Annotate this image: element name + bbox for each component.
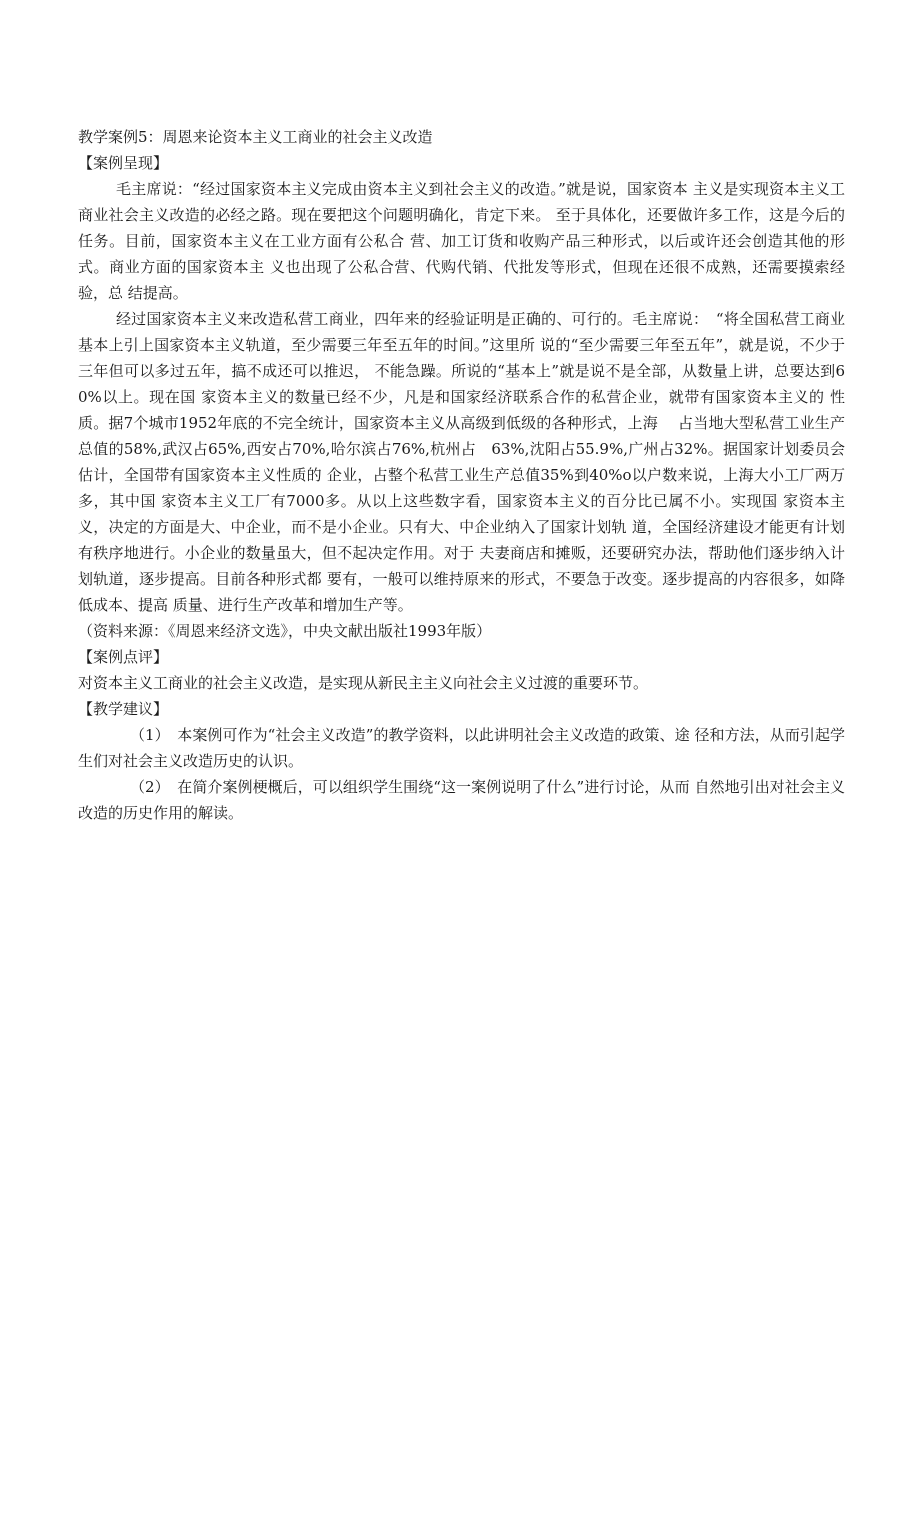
section-heading-comment: 【案例点评】 — [78, 648, 169, 666]
comment-text: 对资本主义工商业的社会主义改造，是实现从新民主主义向社会主义过渡的重要环节。 — [78, 674, 649, 692]
paragraph-mao-quote: 毛主席说：“经过国家资本主义完成由资本主义到社会主义的改造。”就是说，国家资本 主义是实现资本主义工商业社会主义改造的必经之路。现在要把这个问题明确化，肯定下来。 至于具体化，还要做许多工作，这是今后的任务。目前，国家资本主义在工业方面有公私合 营、加工订货和收购产品三种形式，以后或许还会创造其他的形式。商业方面的国家资本主 义也出现了公私合营、代购代销、代批发等形式，但现在还很不成熟，还需要摸索经验，总 结提高。 — [78, 180, 845, 302]
section-heading-suggestions: 【教学建议】 — [78, 700, 169, 718]
source-note: （资料来源：《周恩来经济文选》，中央文献出版社1993年版） — [78, 622, 492, 640]
document-body — [78, 124, 845, 826]
suggestion-item-1: （1） 本案例可作为“社会主义改造”的教学资料，以此讲明社会主义改造的政策、途 径和方法，从而引起学生们对社会主义改造历史的认识。 — [78, 726, 845, 770]
case-title: 教学案例5：周恩来论资本主义工商业的社会主义改造 — [78, 128, 433, 146]
suggestion-item-2: （2） 在简介案例梗概后，可以组织学生围绕“这一案例说明了什么”进行讨论，从而 自然地引出对社会主义改造的历史作用的解读。 — [78, 778, 845, 822]
paragraph-experience: 经过国家资本主义来改造私营工商业，四年来的经验证明是正确的、可行的。毛主席说： “将全国私营工商业基本上引上国家资本主义轨道，至少需要三年至五年的时间。”这里所 说的“至少需要三年至五年”，就是说，不少于三年但可以多过五年，搞不成还可以推迟， 不能急躁。所说的“基本上”就是说不是全部，从数量上讲，总要达到60%以上。现在国 家资本主义的数量已经不少，凡是和国家经济联系合作的私营企业，就带有国家资本主义的 性质。据7个城市1952年底的不完全统计，国家资本主义从高级到低级的各种形式，上海 占当地大型私营工业生产总值的58%,武汉占65%,西安占70%,哈尔滨占76%,杭州占 63%,沈阳占55.9%,广州占32%。据国家计划委员会估计，全国带有国家资本主义性质的 企业，占整个私营工业生产总值35%到40%o以户数来说，上海大小工厂两万多，其中国 家资本主义工厂有7000多。从以上这些数字看，国家资本主义的百分比已属不小。实现国 家资本主义，决定的方面是大、中企业，而不是小企业。只有大、中企业纳入了国家计划轨 道，全国经济建设才能更有计划有秩序地进行。小企业的数量虽大，但不起决定作用。对于 夫妻商店和摊贩，还要研究办法，帮助他们逐步纳入计划轨道，逐步提高。目前各种形式都 要有，一般可以维持原来的形式，不要急于改变。逐步提高的内容很多，如降低成本、提高 质量、进行生产改革和增加生产等。 — [78, 310, 845, 614]
section-heading-presentation: 【案例呈现】 — [78, 154, 169, 172]
